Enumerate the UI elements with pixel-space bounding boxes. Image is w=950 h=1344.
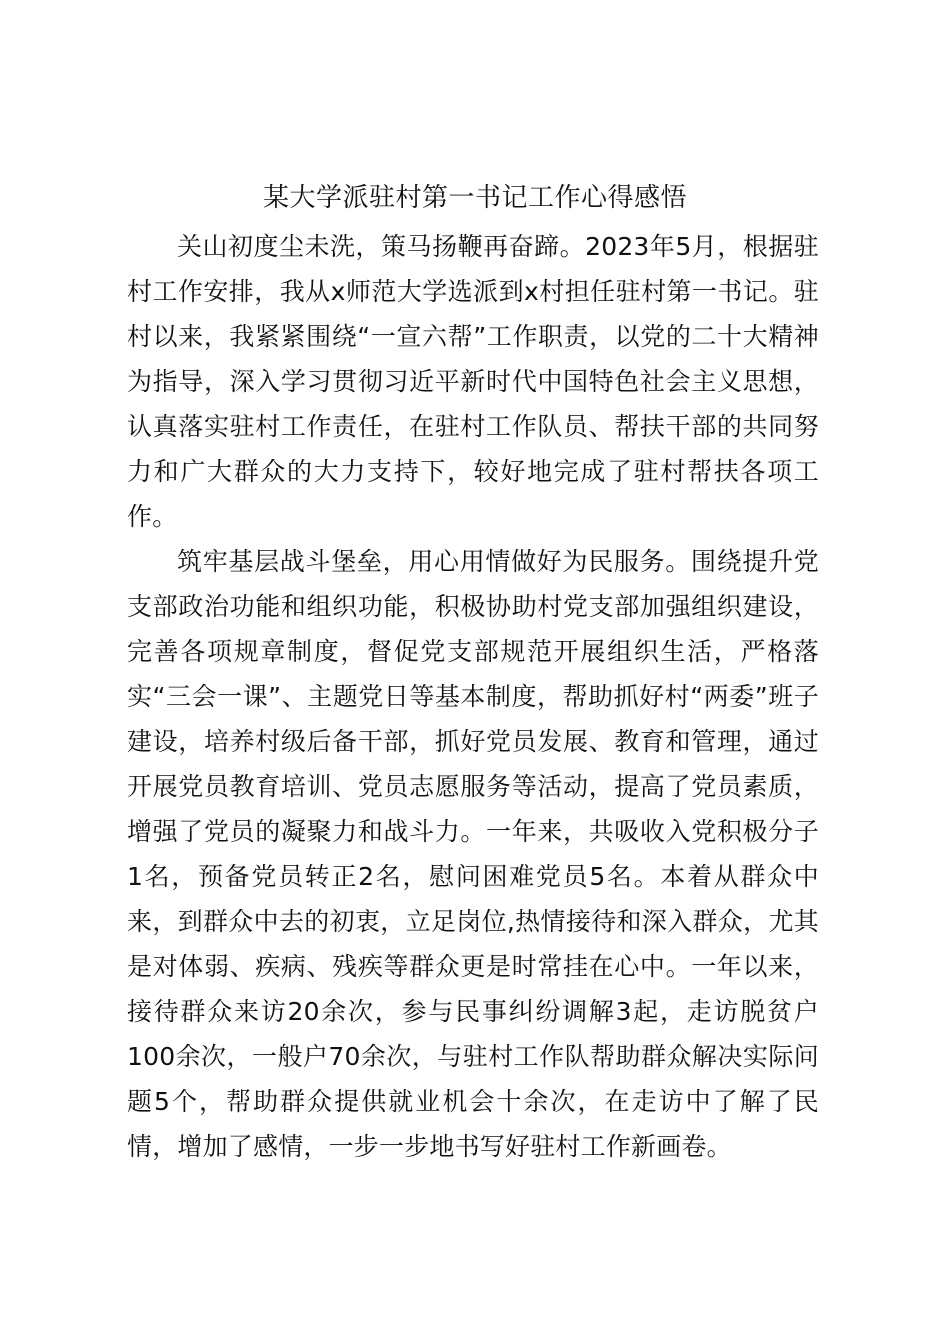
paragraph-2: 筑牢基层战斗堡垒，用心用情做好为民服务。围绕提升党支部政治功能和组织功能，积极协助村党支部加强组织建设，完善各项规章制度，督促党支部规范开展组织生活，严格落实“三会一课”、主题党日等基本制度，帮助抓好村“两委”班子建设，培养村级后备干部，抓好党员发展、教育和管理，通过开展党员教育培训、党员志愿服务等活动，提高了党员素质，增强了党员的凝聚力和战斗力。一年来，共吸收入党积极分子1名，预备党员转正2名，慰问困难党员5名。本着从群众中来，到群众中去的初衷，立足岗位,热情接待和深入群众，尤其是对体弱、疾病、残疾等群众更是时常挂在心中。一年以来，接待群众来访20余次，参与民事纠纷调解3起，走访脱贫户100余次，一般户70余次，与驻村工作队帮助群众解决实际问题5个，帮助群众提供就业机会十余次，在走访中了解了民情，增加了感情，一步一步地书写好驻村工作新画卷。 (127, 547, 819, 1161)
document-title: 某大学派驻村第一书记工作心得感悟 (262, 183, 687, 213)
document-body (127, 224, 819, 1169)
paragraph-1: 关山初度尘未洗，策马扬鞭再奋蹄。2023年5月，根据驻村工作安排，我从x师范大学选派到x村担任驻村第一书记。驻村以来，我紧紧围绕“一宣六帮”工作职责，以党的二十大精神为指导，深入学习贯彻习近平新时代中国特色社会主义思想，认真落实驻村工作责任，在驻村工作队员、帮扶干部的共同努力和广大群众的大力支持下，较好地完成了驻村帮扶各项工作。 (127, 232, 819, 531)
